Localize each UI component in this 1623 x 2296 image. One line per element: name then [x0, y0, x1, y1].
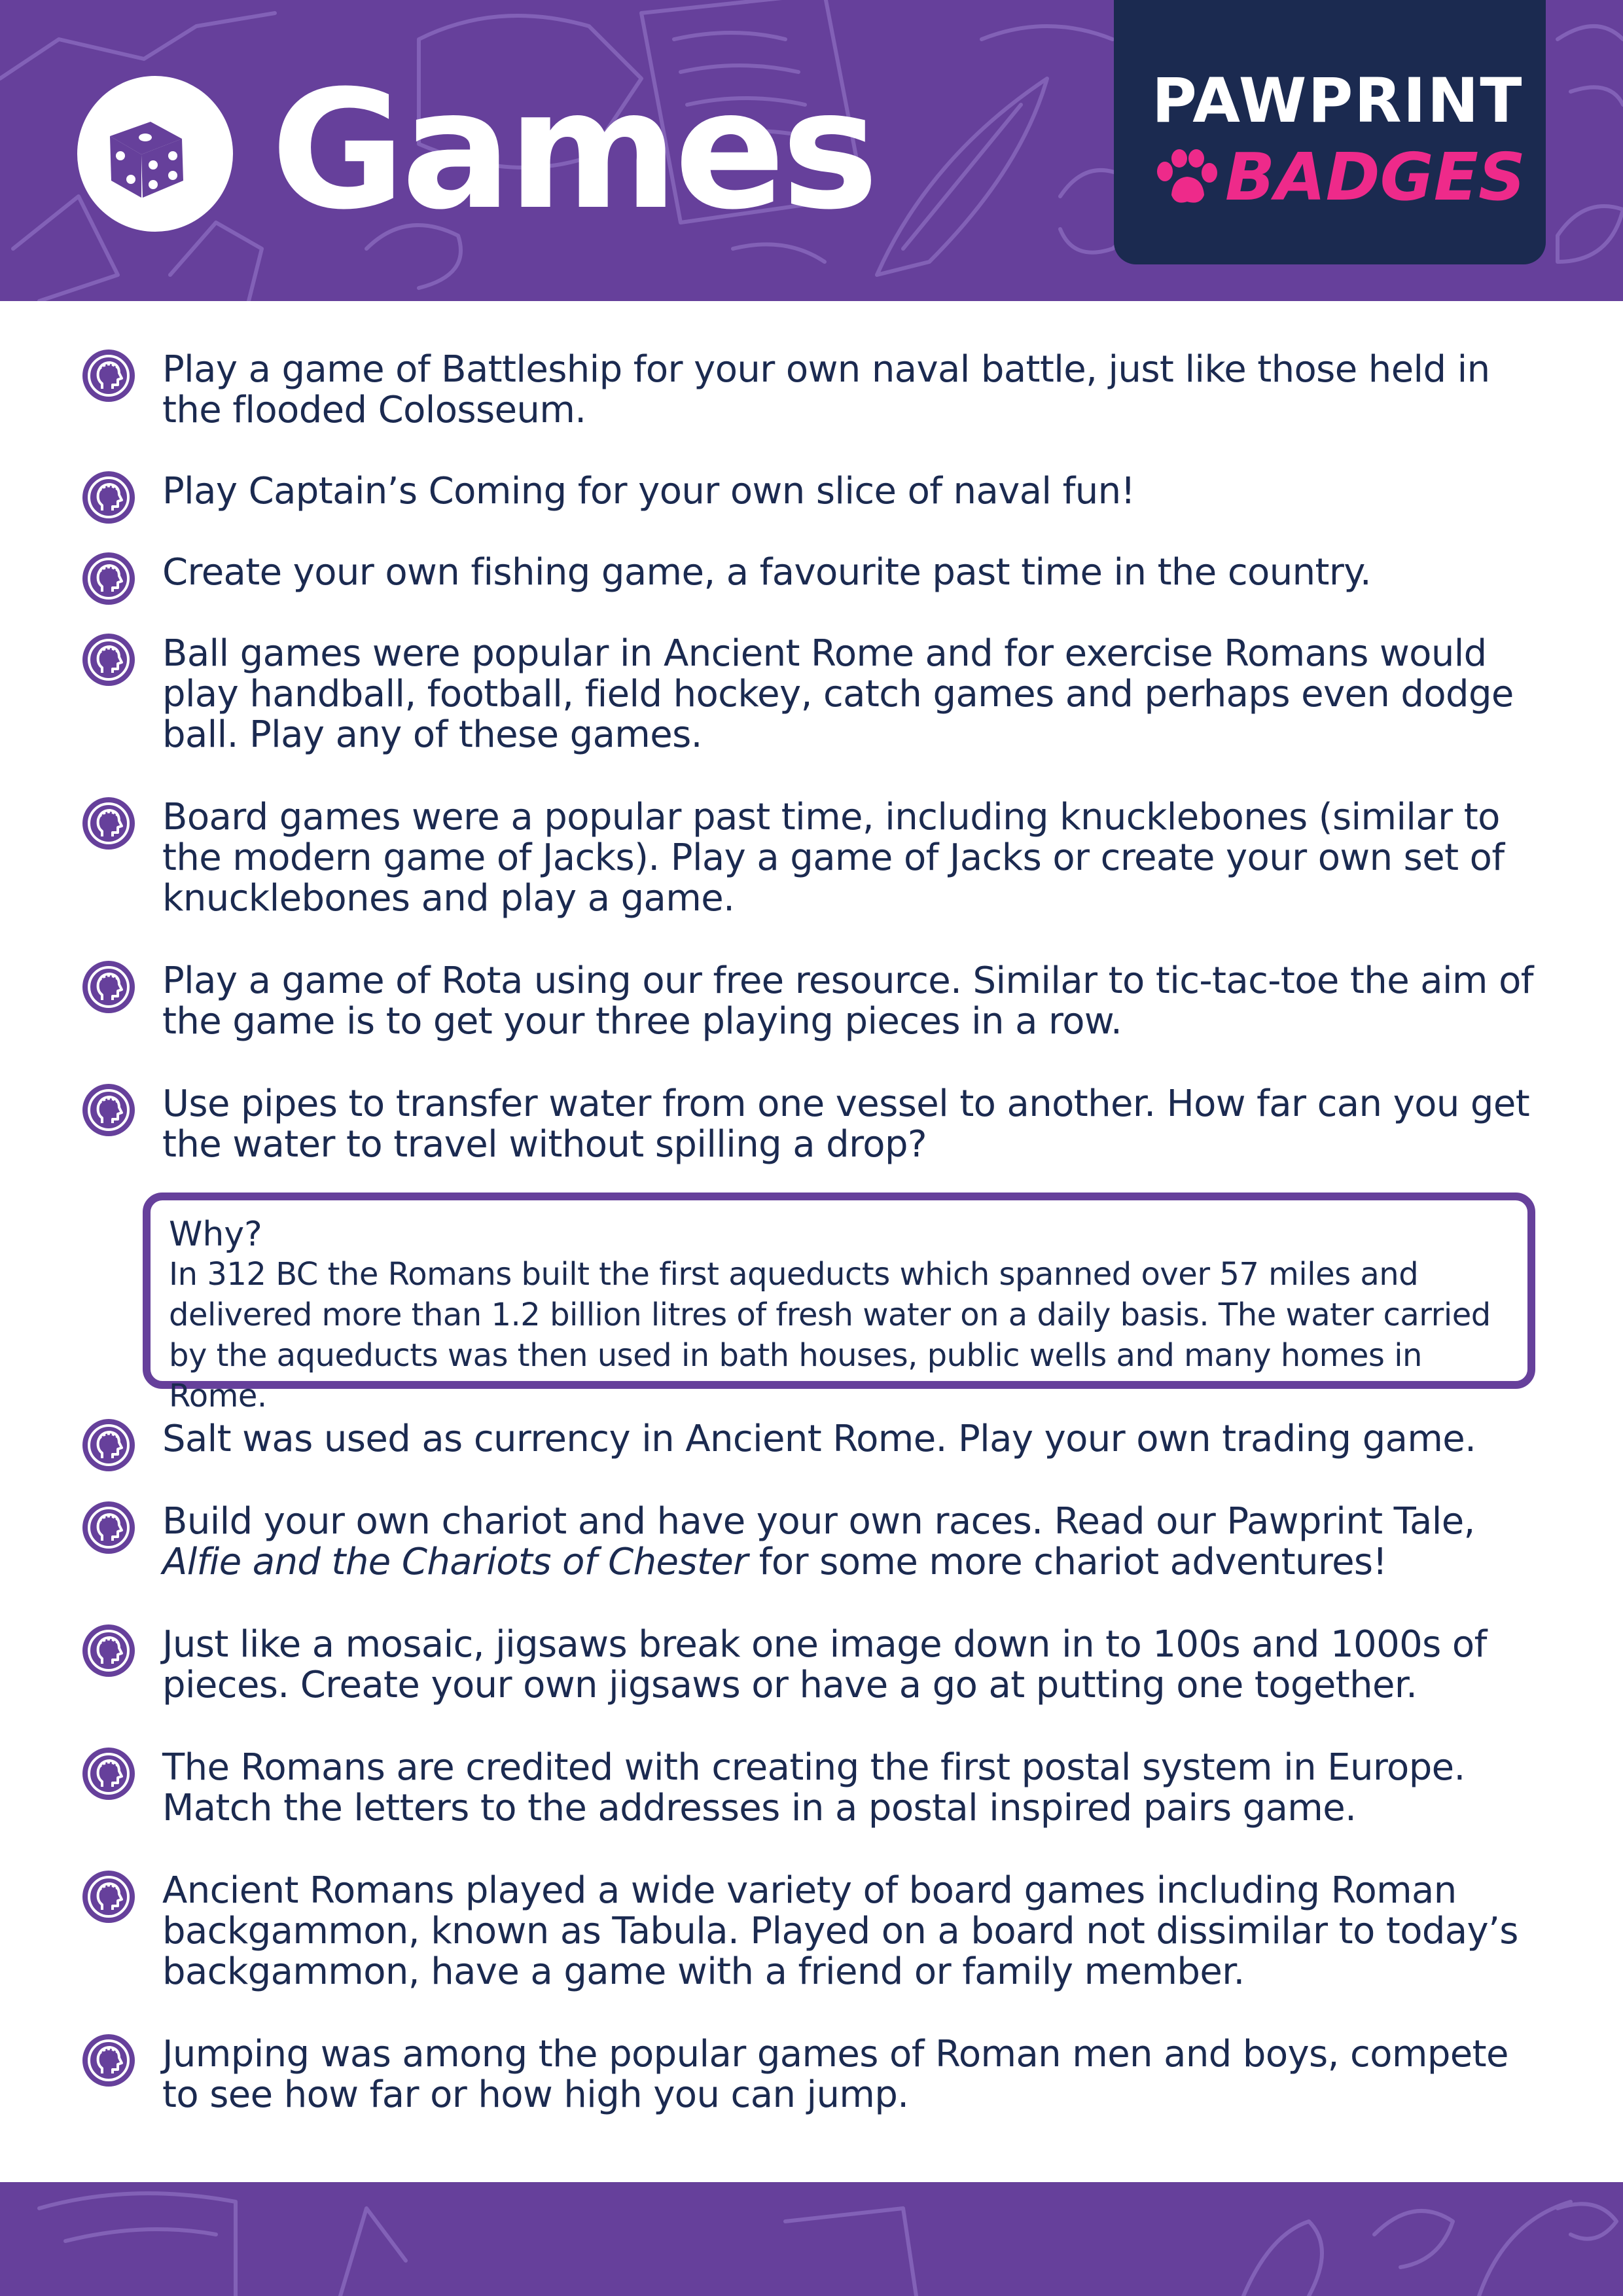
logo-wordmark-top: PAWPRINT	[1152, 65, 1524, 137]
roman-head-icon	[80, 795, 137, 852]
list-item-text: Board games were a popular past time, including knucklebones (similar to the modern game of Jacks). Play a game of Jacks or create your own set of knucklebones and play a game.	[162, 796, 1505, 920]
list-item-text: Jumping was among the popular games of Roman men and boys, compete to see how far or how high you can jump.	[162, 2033, 1508, 2116]
paw-icon	[1153, 149, 1219, 208]
pawprint-tale-title: Alfie and the Chariots of Chester	[162, 1541, 748, 1583]
footer-doodles	[0, 2182, 1623, 2296]
logo-wordmark-bottom: BADGES	[1225, 139, 1526, 215]
roman-head-icon	[80, 550, 137, 607]
list-item-text: Create your own fishing game, a favourite past time in the country.	[162, 551, 1372, 594]
roman-head-icon	[80, 1499, 137, 1556]
list-item-text: Ancient Romans played a wide variety of board games including Roman backgammon, known as Tabula. Played on a board not dissimilar to today’s backgammon, have a game with a friend or family member.	[162, 1869, 1518, 1993]
pawprint-badges-logo	[1114, 0, 1546, 264]
list-item-text-end: for some more chariot adventures!	[747, 1541, 1387, 1583]
roman-head-icon	[80, 958, 137, 1016]
dice-badge	[77, 76, 233, 232]
list-item-text	[162, 1501, 1550, 1583]
dice-icon	[77, 76, 233, 232]
list-item-text: Play a game of Rota using our free resource. Similar to tic-tac-toe the aim of the game is to get your three playing pieces in a row.	[162, 960, 1533, 1043]
page-title: Games	[271, 55, 875, 245]
list-item-text: Play a game of Battleship for your own naval battle, just like those held in the flooded Colosseum.	[162, 348, 1490, 431]
roman-head-icon	[80, 2032, 137, 2089]
roman-head-icon	[80, 631, 137, 689]
roman-head-icon	[80, 1416, 137, 1474]
list-item-text: Play Captain’s Coming for your own slice of naval fun!	[162, 470, 1135, 512]
roman-head-icon	[80, 469, 137, 526]
header-banner	[0, 0, 1623, 301]
list-item-text: Use pipes to transfer water from one vessel to another. How far can you get the water to travel without spilling a drop?	[162, 1083, 1530, 1166]
list-item-text: The Romans are credited with creating the first postal system in Europe. Match the letters to the addresses in a postal inspired pairs game.	[162, 1746, 1465, 1829]
footer-banner	[0, 2182, 1623, 2296]
list-item-text: Salt was used as currency in Ancient Rome. Play your own trading game.	[162, 1418, 1476, 1460]
roman-head-icon	[80, 1868, 137, 1926]
list-item-text-start: Build your own chariot and have your own races. Read our Pawprint Tale,	[162, 1500, 1475, 1543]
why-body: In 312 BC the Romans built the first aqueducts which spanned over 57 miles and delivered more than 1.2 billion litres of fresh water on a daily basis. The water carried by the aqueducts was then used in bath houses, public wells and many homes in Rome.	[169, 1256, 1491, 1414]
list-item-text: Ball games were popular in Ancient Rome and for exercise Romans would play handball, football, field hockey, catch games and perhaps even dodge ball. Play any of these games.	[162, 632, 1514, 756]
why-callout	[143, 1193, 1535, 1414]
list-item-text: Just like a mosaic, jigsaws break one image down in to 100s and 1000s of pieces. Create your own jigsaws or have a go at putting one together.	[162, 1623, 1487, 1706]
why-heading: Why?	[169, 1215, 262, 1254]
roman-head-icon	[80, 1745, 137, 1803]
roman-head-icon	[80, 1622, 137, 1679]
roman-head-icon	[80, 347, 137, 404]
roman-head-icon	[80, 1081, 137, 1139]
